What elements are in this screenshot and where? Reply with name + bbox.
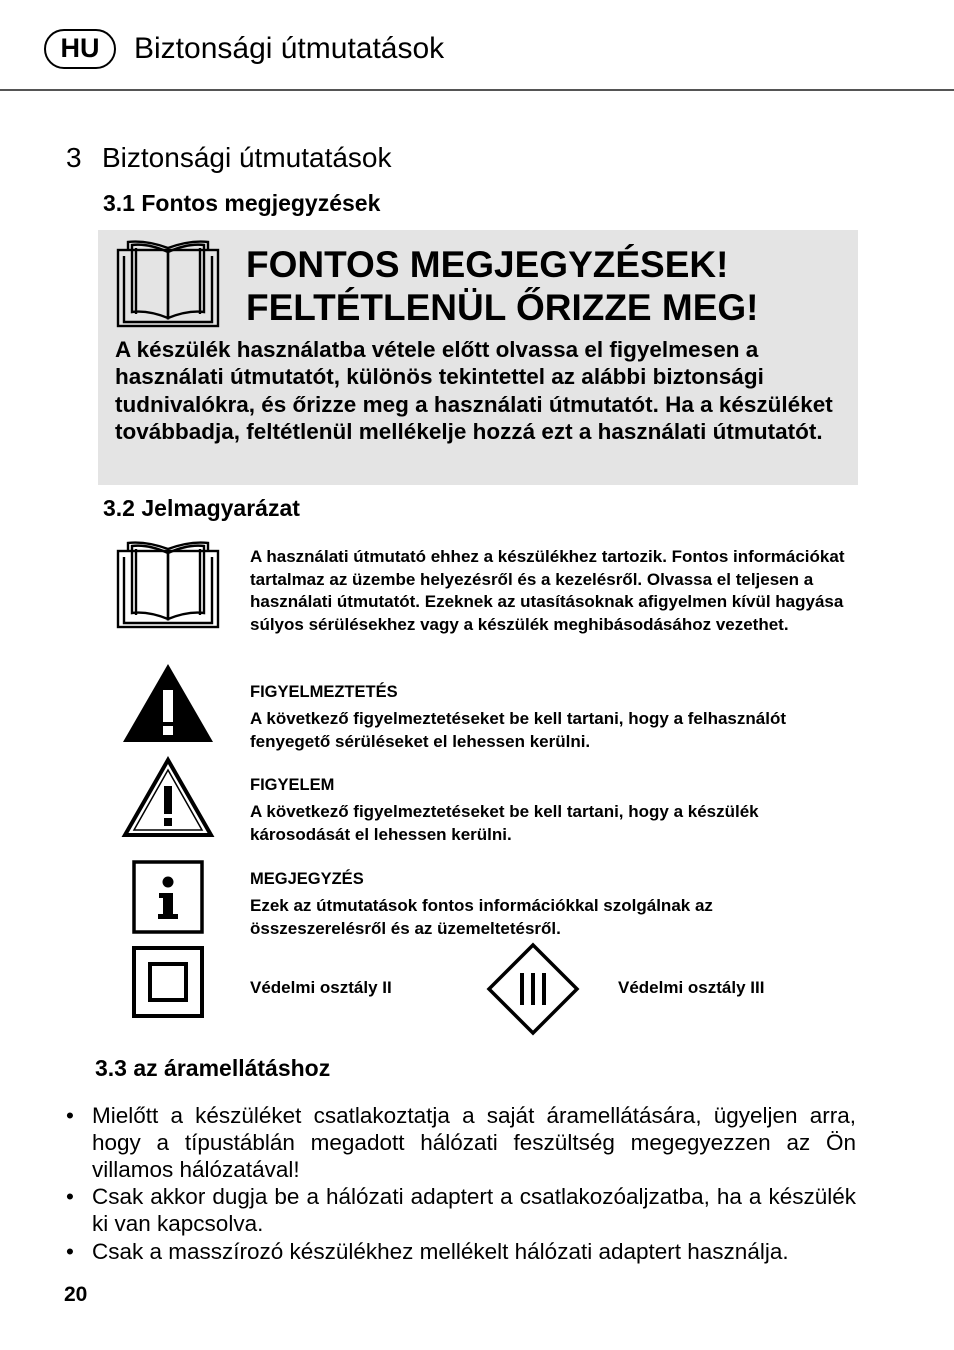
protection-class-2-icon [132,946,204,1018]
notice-heading-line2: FELTÉTLENÜL ŐRIZZE MEG! [246,287,759,328]
section-number: 3 [66,142,82,173]
header-divider [0,89,954,91]
protection-class-2-label: Védelmi osztály II [250,978,392,997]
legend-note-title: MEGJEGYZÉS [250,870,364,888]
legend-caution-title: FIGYELEM [250,776,335,794]
legend-warning-text: A következő figyelmeztetéseket be kell tartani, hogy a felhasználót fenyegető sérüléseket el lehessen kerülni. [250,709,786,751]
protection-class-3-label: Védelmi osztály III [618,978,765,997]
warning-triangle-outline-icon [121,756,215,838]
open-book-icon [116,240,220,330]
subsection-heading-legend: 3.2 Jelmagyarázat [103,495,300,521]
language-badge: HU [44,29,116,69]
list-item [66,1238,856,1265]
list-item-text: Csak akkor dugja be a hálózati adaptert a csatlakozóaljzatba, ha a készülék ki van kapcsolva. [92,1184,856,1236]
subsection-heading-power-supply: 3.3 az áramellátáshoz [95,1055,331,1081]
legend-caution-text: A következő figyelmeztetéseket be kell tartani, hogy a készülék károsodását el lehessen kerülni. [250,802,759,844]
notice-body: A készülék használatba vétele előtt olvassa el figyelmesen a használati útmutatót, különös tekintettel az alábbi biztonsági tudnivalókra, és őrizze meg a használati útmutatót. Ha a készüléket továbbadja, feltétlenül mellékelje hozzá ezt a használati útmutatót. [115,337,833,444]
subsection-heading-important-notes: 3.1 Fontos megjegyzések [103,190,381,216]
legend-warning-title: FIGYELMEZTETÉS [250,683,398,701]
protection-class-3-icon [486,942,580,1036]
list-item [66,1102,856,1183]
bullet-marker: • [66,1103,74,1128]
bullet-marker: • [66,1184,74,1209]
section-title: Biztonsági útmutatások [102,142,392,173]
page-number: 20 [64,1283,88,1306]
notice-heading [246,243,759,329]
open-book-icon [116,541,220,631]
bullet-marker: • [66,1239,74,1264]
list-item-text: Mielőtt a készüléket csatlakoztatja a saját áramellátására, ügyeljen arra, hogy a típustáblán megadott hálózati feszültség megegyezzen az Ön villamos hálózatával! [92,1103,856,1182]
legend-manual-text: A használati útmutató ehhez a készülékhez tartozik. Fontos információkat tartalmaz az üzembe helyezésről és a kezelésről. Olvassa el teljesen a használati útmutatót. Ezeknek az utasításoknak afigyelmen kívül hagyása súlyos sérülésekhez vagy a készülék meghibásodásához vezethet. [250,547,845,635]
warning-triangle-filled-icon [121,662,215,744]
header-title: Biztonsági útmutatások [134,32,445,65]
list-item [66,1183,856,1237]
notice-heading-line1: FONTOS MEGJEGYZÉSEK! [246,244,729,285]
list-item-text: Csak a masszírozó készülékhez mellékelt hálózati adaptert használja. [92,1239,789,1264]
info-icon [132,860,204,934]
legend-note-text: Ezek az útmutatások fontos információkkal szolgálnak az összeszerelésről és az üzemeltetésről. [250,896,713,938]
